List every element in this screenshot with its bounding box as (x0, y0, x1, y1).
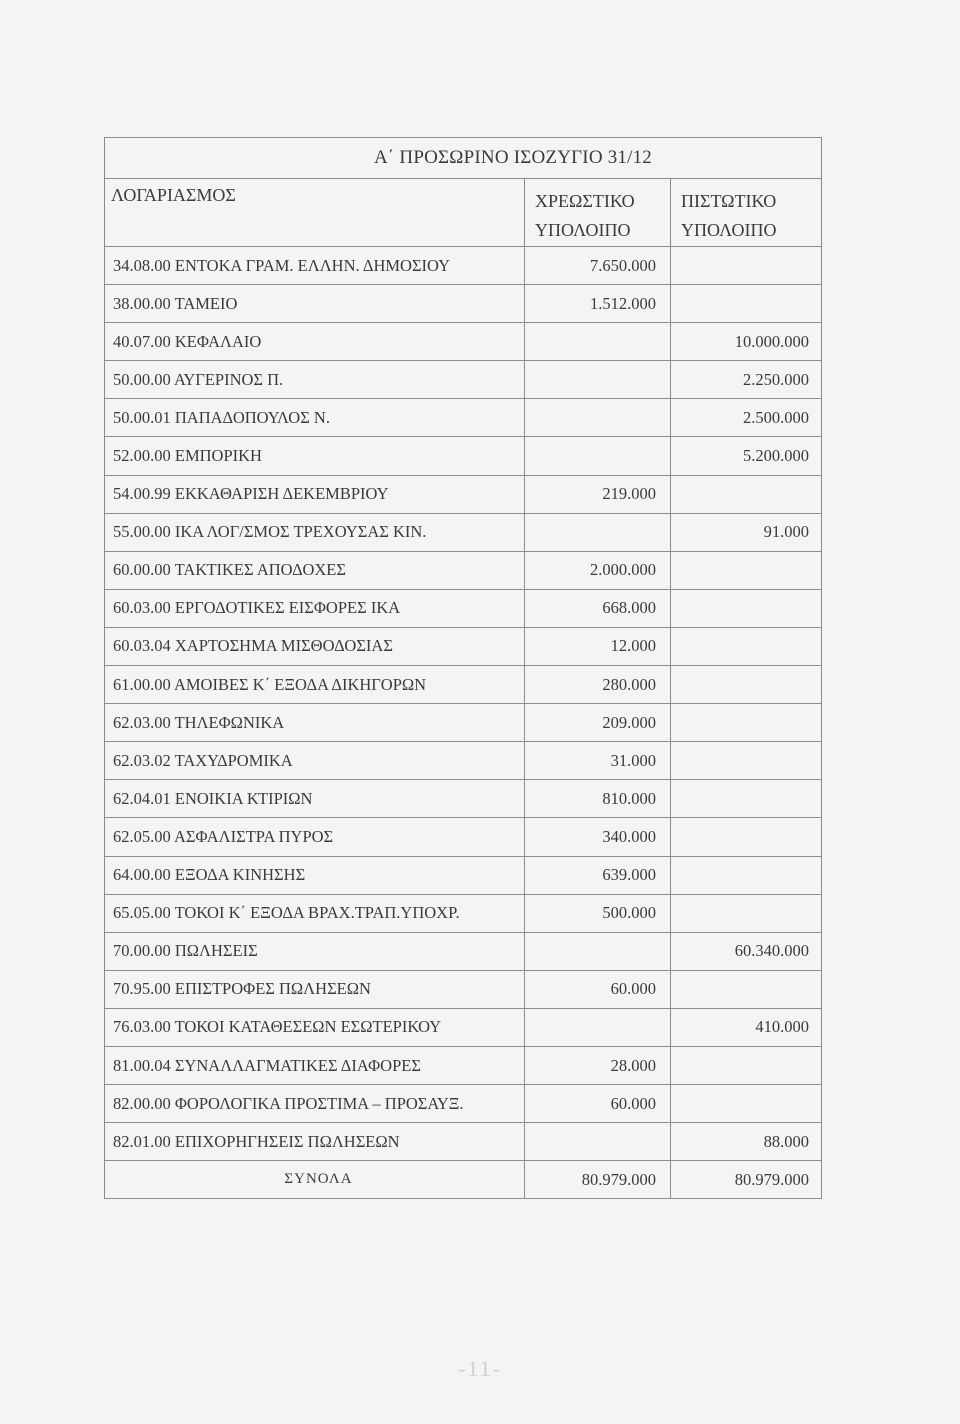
account-cell: 82.00.00 ΦΟΡΟΛΟΓΙΚΑ ΠΡΟΣΤΙΜΑ – ΠΡΟΣΑΥΞ. (113, 1093, 464, 1113)
account-cell: 50.00.00 ΑΥΓΕΡΙΝΟΣ Π. (113, 369, 284, 389)
debit-cell: 209.000 (524, 704, 670, 741)
account-cell: 62.03.02 ΤΑΧΥΔΡΟΜΙΚΑ (113, 750, 293, 770)
account-cell: 62.04.01 ΕΝΟΙΚΙΑ ΚΤΙΡΙΩΝ (113, 788, 313, 808)
credit-cell (670, 1047, 821, 1084)
debit-cell (524, 437, 670, 474)
credit-cell: 2.500.000 (670, 399, 821, 436)
table-row (105, 1085, 821, 1123)
account-cell: 60.00.00 ΤΑΚΤΙΚΕΣ ΑΠΟΔΟΧΕΣ (113, 560, 346, 580)
table-row (105, 895, 821, 933)
header-row (105, 179, 821, 247)
debit-cell: 280.000 (524, 666, 670, 703)
credit-cell (670, 666, 821, 703)
account-cell: 34.08.00 ΕΝΤΟΚΑ ΓΡΑΜ. ΕΛΛΗΝ. ΔΗΜΟΣΙΟΥ (113, 255, 451, 275)
page-number: -11- (458, 1356, 502, 1381)
debit-cell: 1.512.000 (524, 285, 670, 322)
debit-cell (524, 1009, 670, 1046)
table-row (105, 552, 821, 590)
table-title: Α΄ ΠΡΟΣΩΡΙΝΟ ΙΣΟΖΥΓΙΟ 31/12 (374, 147, 652, 168)
table-row (105, 818, 821, 856)
debit-cell: 500.000 (524, 895, 670, 932)
debit-cell: 2.000.000 (524, 552, 670, 589)
debit-cell: 31.000 (524, 742, 670, 779)
debit-cell (524, 399, 670, 436)
account-cell: 70.95.00 ΕΠΙΣΤΡΟΦΕΣ ΠΩΛΗΣΕΩΝ (113, 979, 371, 999)
debit-cell (524, 933, 670, 970)
credit-cell: 10.000.000 (670, 323, 821, 360)
credit-cell (670, 895, 821, 932)
header-credit-line2: ΥΠΟΛΟΙΠΟ (681, 220, 777, 240)
debit-cell: 639.000 (524, 857, 670, 894)
totals-row (105, 1161, 821, 1199)
debit-cell (524, 323, 670, 360)
credit-cell (670, 818, 821, 855)
credit-cell (670, 247, 821, 284)
debit-cell: 219.000 (524, 476, 670, 513)
table-row (105, 437, 821, 475)
totals-debit: 80.979.000 (524, 1161, 670, 1198)
table-row (105, 247, 821, 285)
table-row (105, 1123, 821, 1161)
credit-cell: 410.000 (670, 1009, 821, 1046)
header-debit-line2: ΥΠΟΛΟΙΠΟ (535, 220, 631, 240)
credit-cell (670, 590, 821, 627)
account-cell: 40.07.00 ΚΕΦΑΛΑΙΟ (113, 331, 262, 351)
account-cell: 50.00.01 ΠΑΠΑΔΟΠΟΥΛΟΣ Ν. (113, 407, 330, 427)
table-row (105, 476, 821, 514)
debit-cell (524, 1123, 670, 1160)
account-cell: 76.03.00 ΤΟΚΟΙ ΚΑΤΑΘΕΣΕΩΝ ΕΣΩΤΕΡΙΚΟΥ (113, 1017, 442, 1037)
credit-cell: 88.000 (670, 1123, 821, 1160)
credit-cell (670, 704, 821, 741)
credit-cell (670, 628, 821, 665)
table-row (105, 1047, 821, 1085)
debit-cell: 28.000 (524, 1047, 670, 1084)
table-row (105, 514, 821, 552)
header-debit-line1: ΧΡΕΩΣΤΙΚΟ (535, 191, 635, 211)
debit-cell: 7.650.000 (524, 247, 670, 284)
trial-balance-table (104, 137, 822, 1199)
credit-cell (670, 780, 821, 817)
debit-cell: 340.000 (524, 818, 670, 855)
account-cell: 52.00.00 ΕΜΠΟΡΙΚΗ (113, 446, 262, 466)
credit-cell: 91.000 (670, 514, 821, 551)
table-row (105, 666, 821, 704)
debit-cell: 668.000 (524, 590, 670, 627)
credit-cell (670, 971, 821, 1008)
debit-cell (524, 514, 670, 551)
account-cell: 61.00.00 ΑΜΟΙΒΕΣ Κ΄ ΕΞΟΔΑ ΔΙΚΗΓΟΡΩΝ (113, 674, 427, 694)
credit-cell: 5.200.000 (670, 437, 821, 474)
totals-credit: 80.979.000 (670, 1161, 821, 1198)
account-cell: 81.00.04 ΣΥΝΑΛΛΑΓΜΑΤΙΚΕΣ ΔΙΑΦΟΡΕΣ (113, 1055, 421, 1075)
account-cell: 55.00.00 ΙΚΑ ΛΟΓ/ΣΜΟΣ ΤΡΕΧΟΥΣΑΣ ΚΙΝ. (113, 522, 427, 542)
credit-cell (670, 857, 821, 894)
account-cell: 70.00.00 ΠΩΛΗΣΕΙΣ (113, 941, 258, 961)
table-row (105, 590, 821, 628)
header-debit (524, 179, 670, 246)
account-cell: 38.00.00 ΤΑΜΕΙΟ (113, 293, 238, 313)
table-row (105, 742, 821, 780)
header-account: ΛΟΓΑΡΙΑΣΜΟΣ (111, 185, 236, 205)
table-row (105, 1009, 821, 1047)
credit-cell (670, 1085, 821, 1122)
credit-cell (670, 552, 821, 589)
table-row (105, 399, 821, 437)
header-credit-line1: ΠΙΣΤΩΤΙΚΟ (681, 191, 777, 211)
header-credit (670, 179, 821, 246)
account-cell: 60.03.00 ΕΡΓΟΔΟΤΙΚΕΣ ΕΙΣΦΟΡΕΣ ΙΚΑ (113, 598, 401, 618)
table-row (105, 704, 821, 742)
credit-cell (670, 285, 821, 322)
credit-cell: 2.250.000 (670, 361, 821, 398)
debit-cell: 60.000 (524, 971, 670, 1008)
account-cell: 64.00.00 ΕΞΟΔΑ ΚΙΝΗΣΗΣ (113, 865, 306, 885)
debit-cell: 810.000 (524, 780, 670, 817)
table-row (105, 857, 821, 895)
table-row (105, 361, 821, 399)
account-cell: 60.03.04 ΧΑΡΤΟΣΗΜΑ ΜΙΣΘΟΔΟΣΙΑΣ (113, 636, 393, 656)
account-cell: 62.03.00 ΤΗΛΕΦΩΝΙΚΑ (113, 712, 285, 732)
table-row (105, 933, 821, 971)
credit-cell: 60.340.000 (670, 933, 821, 970)
totals-label: ΣΥΝΟΛΑ (284, 1171, 353, 1188)
account-cell: 62.05.00 ΑΣΦΑΛΙΣΤΡΑ ΠΥΡΟΣ (113, 826, 334, 846)
table-row (105, 323, 821, 361)
debit-cell: 12.000 (524, 628, 670, 665)
debit-cell (524, 361, 670, 398)
credit-cell (670, 476, 821, 513)
account-cell: 82.01.00 ΕΠΙΧΟΡΗΓΗΣΕΙΣ ΠΩΛΗΣΕΩΝ (113, 1131, 400, 1151)
debit-cell: 60.000 (524, 1085, 670, 1122)
table-title-row (105, 138, 821, 179)
table-row (105, 628, 821, 666)
table-row (105, 285, 821, 323)
account-cell: 65.05.00 ΤΟΚΟΙ Κ΄ ΕΞΟΔΑ ΒΡΑΧ.ΤΡΑΠ.ΥΠΟΧΡ. (113, 903, 460, 923)
credit-cell (670, 742, 821, 779)
table-row (105, 971, 821, 1009)
table-row (105, 780, 821, 818)
account-cell: 54.00.99 ΕΚΚΑΘΑΡΙΣΗ ΔΕΚΕΜΒΡΙΟΥ (113, 484, 389, 504)
